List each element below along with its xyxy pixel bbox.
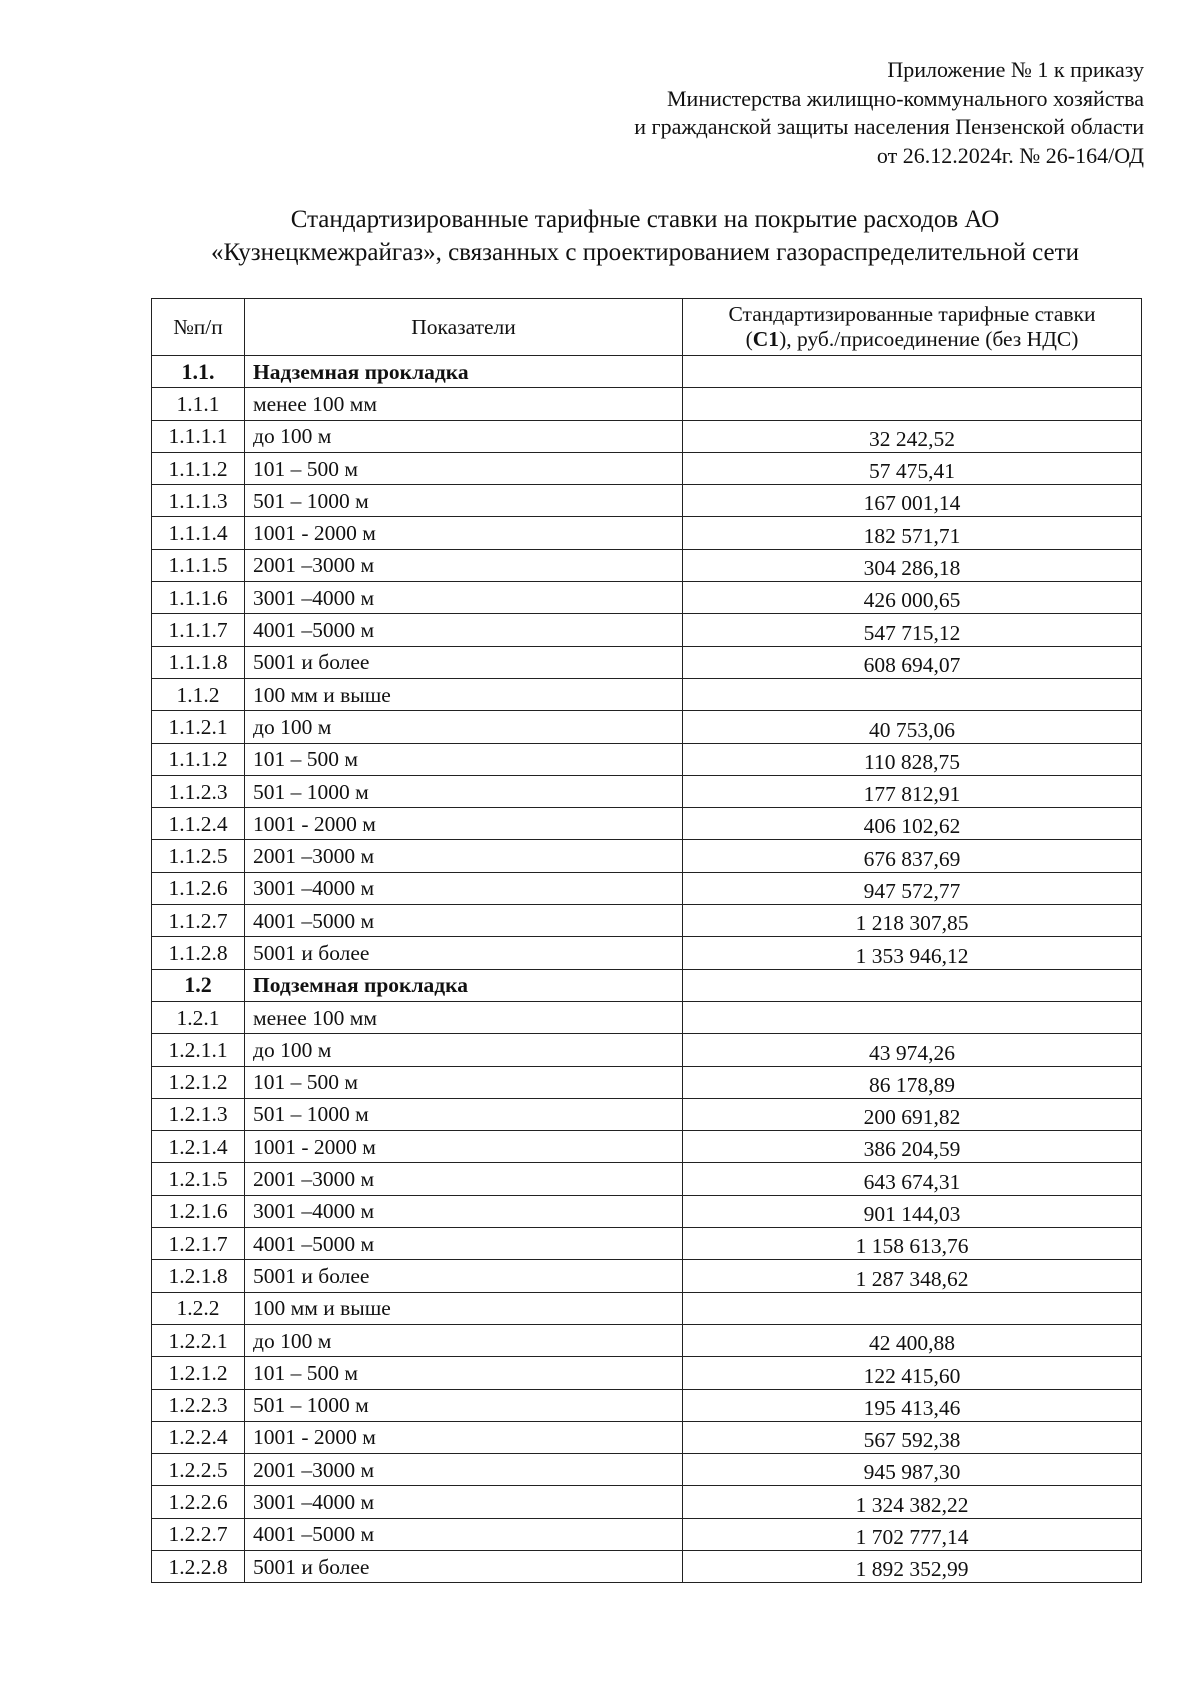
table-row bbox=[152, 646, 1142, 678]
row-indicator: 4001 –5000 м bbox=[245, 1228, 683, 1260]
tariff-rates-table bbox=[151, 298, 1142, 1583]
row-indicator: 101 – 500 м bbox=[245, 1357, 683, 1389]
row-number: 1.1. bbox=[152, 356, 245, 388]
row-tariff-value: 32 242,52 bbox=[683, 420, 1142, 452]
table-row bbox=[152, 614, 1142, 646]
row-number: 1.2.2.6 bbox=[152, 1486, 245, 1518]
row-tariff-value: 177 812,91 bbox=[683, 775, 1142, 807]
row-number: 1.2.1.4 bbox=[152, 1131, 245, 1163]
order-date-number: от 26.12.2024г. № 26-164/ОД bbox=[876, 142, 1144, 168]
header-tariff-line-1: Стандартизированные тарифные ставки bbox=[728, 302, 1096, 326]
row-tariff-value bbox=[683, 1001, 1142, 1033]
row-indicator: 1001 - 2000 м bbox=[245, 517, 683, 549]
row-number: 1.1.2 bbox=[152, 678, 245, 710]
row-tariff-value: 40 753,06 bbox=[683, 711, 1142, 743]
row-number: 1.1.2.4 bbox=[152, 808, 245, 840]
row-number: 1.2.2.1 bbox=[152, 1324, 245, 1356]
row-tariff-value: 57 475,41 bbox=[683, 452, 1142, 484]
row-indicator: до 100 м bbox=[245, 1034, 683, 1066]
table-row bbox=[152, 872, 1142, 904]
row-tariff-value: 304 286,18 bbox=[683, 549, 1142, 581]
ministry-line: Министерства жилищно-коммунального хозяйства bbox=[666, 85, 1144, 111]
row-indicator: Надземная прокладка bbox=[245, 356, 683, 388]
row-number: 1.1.1.1 bbox=[152, 420, 245, 452]
row-tariff-value: 947 572,77 bbox=[683, 872, 1142, 904]
table-row bbox=[152, 420, 1142, 452]
row-tariff-value bbox=[683, 388, 1142, 420]
table-header-row bbox=[152, 299, 1142, 356]
header-tariff-unit: ), руб./присоединение (без НДС) bbox=[779, 327, 1079, 351]
row-tariff-value: 1 324 382,22 bbox=[683, 1486, 1142, 1518]
row-number: 1.1.2.7 bbox=[152, 905, 245, 937]
row-number: 1.1.1.3 bbox=[152, 485, 245, 517]
row-indicator: менее 100 мм bbox=[245, 388, 683, 420]
table-row bbox=[152, 1066, 1142, 1098]
subsection-row bbox=[152, 388, 1142, 420]
row-number: 1.2.2.4 bbox=[152, 1421, 245, 1453]
row-tariff-value: 110 828,75 bbox=[683, 743, 1142, 775]
table-row bbox=[152, 1389, 1142, 1421]
table-row bbox=[152, 711, 1142, 743]
row-indicator: 5001 и более bbox=[245, 646, 683, 678]
table-row bbox=[152, 775, 1142, 807]
row-number: 1.1.1.2 bbox=[152, 452, 245, 484]
table-row bbox=[152, 1550, 1142, 1582]
table-row bbox=[152, 808, 1142, 840]
row-number: 1.2.1.6 bbox=[152, 1195, 245, 1227]
table-row bbox=[152, 485, 1142, 517]
row-tariff-value: 1 702 777,14 bbox=[683, 1518, 1142, 1550]
table-row bbox=[152, 1486, 1142, 1518]
row-indicator: Подземная прокладка bbox=[245, 969, 683, 1001]
row-number: 1.1.1 bbox=[152, 388, 245, 420]
row-number: 1.2.2.3 bbox=[152, 1389, 245, 1421]
row-indicator: 2001 –3000 м bbox=[245, 840, 683, 872]
row-tariff-value: 167 001,14 bbox=[683, 485, 1142, 517]
row-tariff-value: 1 892 352,99 bbox=[683, 1550, 1142, 1582]
row-number: 1.1.1.4 bbox=[152, 517, 245, 549]
section-row bbox=[152, 969, 1142, 1001]
row-indicator: 101 – 500 м bbox=[245, 743, 683, 775]
row-number: 1.2 bbox=[152, 969, 245, 1001]
row-number: 1.2.2.7 bbox=[152, 1518, 245, 1550]
table-row bbox=[152, 937, 1142, 969]
header-open-paren: ( bbox=[745, 327, 753, 351]
row-number: 1.1.2.6 bbox=[152, 872, 245, 904]
table-row bbox=[152, 1131, 1142, 1163]
row-indicator: до 100 м bbox=[245, 711, 683, 743]
row-number: 1.2.1.3 bbox=[152, 1098, 245, 1130]
row-tariff-value: 42 400,88 bbox=[683, 1324, 1142, 1356]
row-number: 1.1.1.5 bbox=[152, 549, 245, 581]
row-number: 1.1.2.1 bbox=[152, 711, 245, 743]
table-row bbox=[152, 1260, 1142, 1292]
row-tariff-value: 567 592,38 bbox=[683, 1421, 1142, 1453]
table-body bbox=[152, 356, 1142, 1583]
table-row bbox=[152, 1195, 1142, 1227]
row-number: 1.2.1.2 bbox=[152, 1066, 245, 1098]
row-number: 1.2.1.5 bbox=[152, 1163, 245, 1195]
row-tariff-value: 1 287 348,62 bbox=[683, 1260, 1142, 1292]
section-row bbox=[152, 356, 1142, 388]
table-row bbox=[152, 1357, 1142, 1389]
row-indicator: 5001 и более bbox=[245, 1260, 683, 1292]
row-tariff-value: 86 178,89 bbox=[683, 1066, 1142, 1098]
row-tariff-value: 1 353 946,12 bbox=[683, 937, 1142, 969]
row-number: 1.1.2.5 bbox=[152, 840, 245, 872]
row-tariff-value: 200 691,82 bbox=[683, 1098, 1142, 1130]
subsection-row bbox=[152, 1001, 1142, 1033]
row-tariff-value: 676 837,69 bbox=[683, 840, 1142, 872]
row-indicator: 5001 и более bbox=[245, 1550, 683, 1582]
table-row bbox=[152, 905, 1142, 937]
table-row bbox=[152, 1518, 1142, 1550]
row-number: 1.2.2.8 bbox=[152, 1550, 245, 1582]
table-row bbox=[152, 1454, 1142, 1486]
row-tariff-value: 1 218 307,85 bbox=[683, 905, 1142, 937]
row-indicator: 501 – 1000 м bbox=[245, 775, 683, 807]
table-row bbox=[152, 517, 1142, 549]
table-row bbox=[152, 1163, 1142, 1195]
table-row bbox=[152, 840, 1142, 872]
subsection-row bbox=[152, 678, 1142, 710]
row-indicator: 3001 –4000 м bbox=[245, 1486, 683, 1518]
row-indicator: 1001 - 2000 м bbox=[245, 808, 683, 840]
row-tariff-value: 195 413,46 bbox=[683, 1389, 1142, 1421]
table-row bbox=[152, 1324, 1142, 1356]
title-line-1: Стандартизированные тарифные ставки на покрытие расходов АО bbox=[290, 206, 1000, 233]
row-indicator: 4001 –5000 м bbox=[245, 614, 683, 646]
row-number: 1.1.1.2 bbox=[152, 743, 245, 775]
order-appendix-header bbox=[634, 56, 1144, 170]
row-indicator: 4001 –5000 м bbox=[245, 905, 683, 937]
row-indicator: 2001 –3000 м bbox=[245, 1163, 683, 1195]
row-indicator: 1001 - 2000 м bbox=[245, 1131, 683, 1163]
header-number: №п/п bbox=[152, 299, 245, 356]
table-row bbox=[152, 549, 1142, 581]
row-indicator: 4001 –5000 м bbox=[245, 1518, 683, 1550]
row-number: 1.1.2.3 bbox=[152, 775, 245, 807]
appendix-line: Приложение № 1 к приказу bbox=[887, 57, 1144, 82]
row-number: 1.1.1.8 bbox=[152, 646, 245, 678]
table-row bbox=[152, 1034, 1142, 1066]
table-row bbox=[152, 582, 1142, 614]
row-number: 1.1.1.6 bbox=[152, 582, 245, 614]
row-indicator: 100 мм и выше bbox=[245, 678, 683, 710]
table-row bbox=[152, 1098, 1142, 1130]
row-indicator: 501 – 1000 м bbox=[245, 485, 683, 517]
row-tariff-value bbox=[683, 356, 1142, 388]
row-indicator: 3001 –4000 м bbox=[245, 582, 683, 614]
row-number: 1.2.2 bbox=[152, 1292, 245, 1324]
row-tariff-value bbox=[683, 678, 1142, 710]
row-tariff-value: 426 000,65 bbox=[683, 582, 1142, 614]
row-indicator: 100 мм и выше bbox=[245, 1292, 683, 1324]
row-number: 1.2.1.1 bbox=[152, 1034, 245, 1066]
row-tariff-value: 122 415,60 bbox=[683, 1357, 1142, 1389]
row-indicator: 3001 –4000 м bbox=[245, 872, 683, 904]
document-title bbox=[150, 203, 1140, 269]
row-indicator: 2001 –3000 м bbox=[245, 549, 683, 581]
ministry-line-continued: и гражданской защиты населения Пензенской области bbox=[634, 114, 1144, 139]
row-tariff-value: 43 974,26 bbox=[683, 1034, 1142, 1066]
row-indicator: 101 – 500 м bbox=[245, 452, 683, 484]
row-number: 1.2.2.5 bbox=[152, 1454, 245, 1486]
table-row bbox=[152, 452, 1142, 484]
row-indicator: 501 – 1000 м bbox=[245, 1098, 683, 1130]
row-tariff-value: 643 674,31 bbox=[683, 1163, 1142, 1195]
row-number: 1.2.1.2 bbox=[152, 1357, 245, 1389]
row-indicator: 101 – 500 м bbox=[245, 1066, 683, 1098]
row-number: 1.2.1 bbox=[152, 1001, 245, 1033]
row-tariff-value: 945 987,30 bbox=[683, 1454, 1142, 1486]
row-indicator: 3001 –4000 м bbox=[245, 1195, 683, 1227]
header-c1-code: С1 bbox=[752, 327, 780, 351]
row-number: 1.1.1.7 bbox=[152, 614, 245, 646]
row-tariff-value: 547 715,12 bbox=[683, 614, 1142, 646]
row-indicator: до 100 м bbox=[245, 1324, 683, 1356]
row-number: 1.2.1.8 bbox=[152, 1260, 245, 1292]
table-row bbox=[152, 1421, 1142, 1453]
row-tariff-value bbox=[683, 969, 1142, 1001]
row-tariff-value: 901 144,03 bbox=[683, 1195, 1142, 1227]
row-indicator: 2001 –3000 м bbox=[245, 1454, 683, 1486]
row-number: 1.1.2.8 bbox=[152, 937, 245, 969]
row-tariff-value: 608 694,07 bbox=[683, 646, 1142, 678]
row-tariff-value: 386 204,59 bbox=[683, 1131, 1142, 1163]
table-row bbox=[152, 1228, 1142, 1260]
title-line-2: «Кузнецкмежрайгаз», связанных с проектированием газораспределительной сети bbox=[211, 239, 1079, 266]
row-indicator: 501 – 1000 м bbox=[245, 1389, 683, 1421]
subsection-row bbox=[152, 1292, 1142, 1324]
header-tariff-rates bbox=[683, 299, 1142, 356]
row-number: 1.2.1.7 bbox=[152, 1228, 245, 1260]
row-tariff-value bbox=[683, 1292, 1142, 1324]
row-tariff-value: 182 571,71 bbox=[683, 517, 1142, 549]
row-indicator: 1001 - 2000 м bbox=[245, 1421, 683, 1453]
row-tariff-value: 406 102,62 bbox=[683, 808, 1142, 840]
row-indicator: 5001 и более bbox=[245, 937, 683, 969]
row-indicator: до 100 м bbox=[245, 420, 683, 452]
header-indicators: Показатели bbox=[245, 299, 683, 356]
table-row bbox=[152, 743, 1142, 775]
row-tariff-value: 1 158 613,76 bbox=[683, 1228, 1142, 1260]
row-indicator: менее 100 мм bbox=[245, 1001, 683, 1033]
